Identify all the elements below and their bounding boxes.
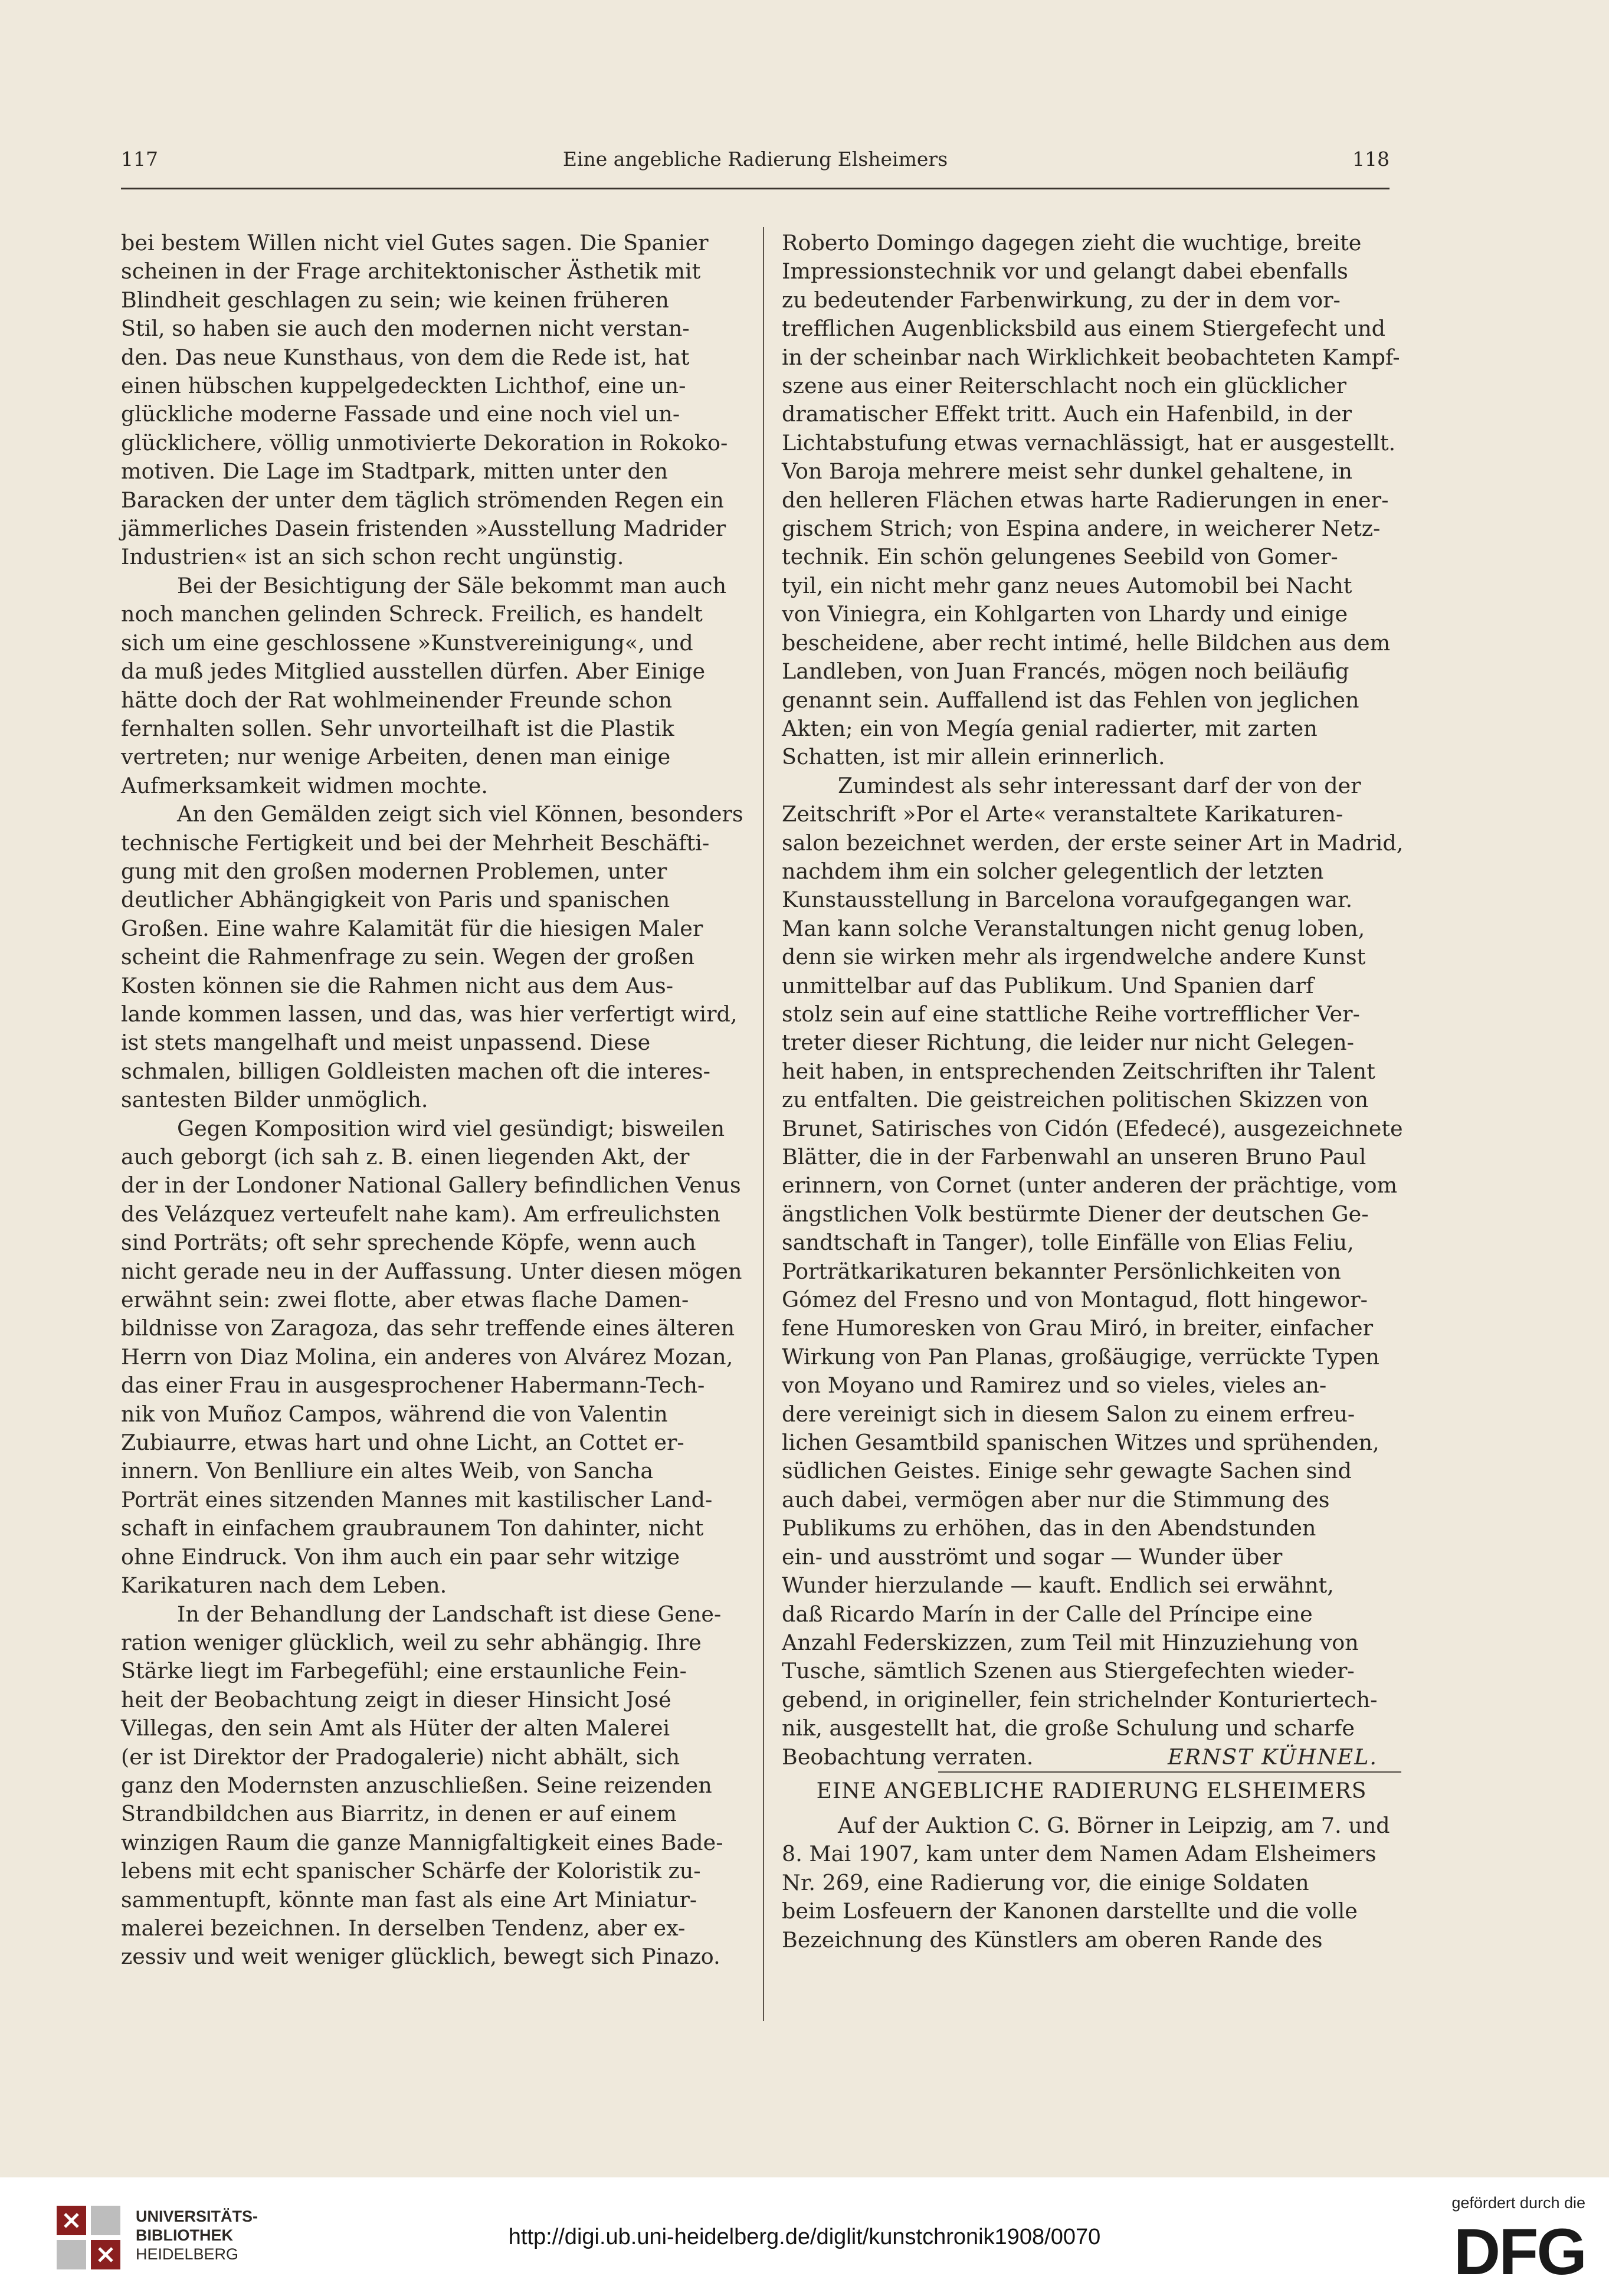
text-line xyxy=(782,1115,1401,1143)
text-line-content: genannt sein. Auffallend ist das Fehlen von jeglichen xyxy=(782,687,1359,713)
text-line-content: Bezeichnung des Künstlers am oberen Rande des xyxy=(782,1927,1323,1953)
text-line xyxy=(121,772,749,800)
text-line-content: Kosten können sie die Rahmen nicht aus dem Aus- xyxy=(121,972,674,998)
text-line xyxy=(121,915,749,943)
text-line xyxy=(121,543,749,571)
text-line xyxy=(782,1714,1401,1743)
text-line-content: Wunder hierzulande — kauft. Endlich sei erwähnt, xyxy=(782,1573,1334,1599)
text-line-content: Großen. Eine wahre Kalamität für die hiesigen Maler xyxy=(121,915,703,941)
text-line-content: technische Fertigkeit und bei der Mehrheit Beschäfti- xyxy=(121,830,710,856)
text-line-content: bescheidene, aber recht intimé, helle Bildchen aus dem xyxy=(782,630,1391,656)
text-line-content: Von Baroja mehrere meist sehr dunkel gehaltene, in xyxy=(782,458,1353,484)
text-line-content: Gegen Komposition wird viel gesündigt; bisweilen xyxy=(177,1115,725,1141)
text-line xyxy=(782,1812,1401,1840)
text-line-content: von Moyano und Ramirez und so vieles, vieles an- xyxy=(782,1373,1327,1398)
text-line xyxy=(121,715,749,743)
text-line xyxy=(121,486,749,515)
text-line-content: da muß jedes Mitglied ausstellen dürfen. Aber Einige xyxy=(121,659,706,684)
text-line xyxy=(121,1371,749,1400)
text-line-content: erinnern, von Cornet (unter anderen der prächtige, vom xyxy=(782,1172,1398,1198)
text-line xyxy=(782,1514,1401,1542)
text-line-content: santesten Bilder unmöglich. xyxy=(121,1087,428,1113)
text-line-content: Industrien« ist an sich schon recht ungünstig. xyxy=(121,544,624,570)
text-line xyxy=(121,372,749,400)
text-line xyxy=(121,343,749,372)
text-line-content: Auf der Auktion C. G. Börner in Leipzig, am 7. und xyxy=(838,1813,1390,1838)
text-line xyxy=(121,629,749,657)
text-line-content: Porträtkarikaturen bekannter Persönlichkeiten von xyxy=(782,1258,1341,1284)
text-line xyxy=(782,515,1401,543)
text-line-content: ängstlichen Volk bestürmte Diener der deutschen Ge- xyxy=(782,1201,1369,1227)
text-line-content: nachdem ihm ein solcher gelegentlich der letzten xyxy=(782,858,1324,884)
text-line xyxy=(121,429,749,457)
text-line xyxy=(121,572,749,600)
page-header xyxy=(121,148,1390,183)
text-line xyxy=(782,1869,1401,1897)
text-line xyxy=(782,1657,1401,1685)
text-line-content: Nr. 269, eine Radierung vor, die einige Soldaten xyxy=(782,1869,1309,1895)
text-line xyxy=(121,1743,749,1771)
text-line xyxy=(121,1543,749,1571)
text-line-content: tyil, ein nicht mehr ganz neues Automobil bei Nacht xyxy=(782,572,1352,598)
text-line xyxy=(782,1571,1401,1600)
text-line xyxy=(121,1800,749,1828)
text-line xyxy=(121,1829,749,1857)
text-line-content: Villegas, den sein Amt als Hüter der alten Malerei xyxy=(121,1715,670,1741)
library-name-line: BIBLIOTHEK xyxy=(136,2226,233,2244)
text-line xyxy=(121,800,749,828)
text-line-content: treter dieser Richtung, die leider nur nicht Gelegen- xyxy=(782,1030,1354,1056)
text-line-content: daß Ricardo Marín in der Calle del Príncipe eine xyxy=(782,1601,1313,1627)
text-line xyxy=(782,886,1401,914)
text-line xyxy=(782,1143,1401,1171)
text-line xyxy=(121,400,749,428)
text-line-content: heit der Beobachtung zeigt in dieser Hinsicht José xyxy=(121,1686,671,1712)
dfg-logo: DFG xyxy=(1453,2216,1585,2288)
text-line xyxy=(782,400,1401,428)
text-line xyxy=(782,943,1401,971)
text-line xyxy=(121,1200,749,1229)
text-line xyxy=(121,857,749,886)
text-line xyxy=(121,1600,749,1629)
text-line xyxy=(782,800,1401,828)
text-line-content: beim Losfeuern der Kanonen darstellte und die volle xyxy=(782,1898,1358,1924)
text-line-content: gung mit den großen modernen Problemen, unter xyxy=(121,858,667,884)
left-column xyxy=(121,229,749,1971)
text-line xyxy=(782,829,1404,857)
text-line-content: Publikums zu erhöhen, das in den Abendstunden xyxy=(782,1515,1316,1541)
text-line xyxy=(782,1343,1401,1371)
text-line xyxy=(782,972,1401,1000)
text-line xyxy=(121,1457,749,1485)
text-line-content: dramatischer Effekt tritt. Auch ein Hafenbild, in der xyxy=(782,401,1352,427)
footer xyxy=(0,2177,1609,2296)
text-line xyxy=(782,1029,1401,1057)
text-line-content: Karikaturen nach dem Leben. xyxy=(121,1573,447,1599)
text-line-content: sich um eine geschlossene »Kunstvereinigung«, und xyxy=(121,630,693,656)
text-line-content: der in der Londoner National Gallery befindlichen Venus xyxy=(121,1172,741,1198)
text-line xyxy=(782,857,1401,886)
text-line-content: Zubiaurre, etwas hart und ohne Licht, an Cottet er- xyxy=(121,1430,684,1456)
text-line-content: Man kann solche Veranstaltungen nicht genug loben, xyxy=(782,915,1365,941)
text-line-content: den helleren Flächen etwas harte Radierungen in ener- xyxy=(782,487,1389,513)
section-heading: EINE ANGEBLICHE RADIERUNG ELSHEIMERS xyxy=(816,1779,1367,1803)
text-line-content: Akten; ein von Megía genial radierter, mit zarten xyxy=(782,715,1318,741)
text-line-content: Wirkung von Pan Planas, großäugige, verrückte Typen xyxy=(782,1344,1379,1370)
text-line-content: deutlicher Abhängigkeit von Paris und spanischen xyxy=(121,887,670,913)
text-line-content: unmittelbar auf das Publikum. Und Spanien darf xyxy=(782,972,1314,998)
author-signature: ERNST KÜHNEL. xyxy=(1168,1744,1378,1770)
text-line-content: nik von Muñoz Campos, während die von Valentin xyxy=(121,1401,668,1427)
text-line-content: ohne Eindruck. Von ihm auch ein paar sehr witzige xyxy=(121,1544,680,1570)
text-line xyxy=(782,372,1401,400)
text-line xyxy=(121,829,749,857)
text-line-content: Zeitschrift »Por el Arte« veranstaltete Karikaturen- xyxy=(782,801,1343,827)
text-line-content: glücklichere, völlig unmotivierte Dekoration in Rokoko- xyxy=(121,430,728,456)
text-line-content: ganz den Modernsten anzuschließen. Seine reizenden xyxy=(121,1772,712,1798)
text-line xyxy=(782,315,1401,343)
text-line xyxy=(782,1743,1401,1771)
text-line-content: einen hübschen kuppelgedeckten Lichthof, eine un- xyxy=(121,373,686,399)
text-line xyxy=(121,743,749,771)
text-line xyxy=(782,743,1401,771)
text-line-content: glückliche moderne Fassade und eine noch viel un- xyxy=(121,401,680,427)
text-line-content: schaft in einfachem graubraunem Ton dahinter, nicht xyxy=(121,1515,704,1541)
text-line-content: ration weniger glücklich, weil zu sehr abhängig. Ihre xyxy=(121,1629,702,1655)
text-line xyxy=(121,1686,749,1714)
text-line-content: innern. Von Benlliure ein altes Weib, von Sancha xyxy=(121,1458,654,1484)
text-line-content: (er ist Direktor der Pradogalerie) nicht abhält, sich xyxy=(121,1744,680,1770)
page-number-right: 118 xyxy=(1352,148,1390,171)
text-line-content: Aufmerksamkeit widmen mochte. xyxy=(121,772,488,798)
text-line-content: Baracken der unter dem täglich strömenden Regen ein xyxy=(121,487,724,513)
text-line-content: zu entfalten. Die geistreichen politischen Skizzen von xyxy=(782,1087,1369,1113)
text-line-content: Herrn von Diaz Molina, ein anderes von Alvárez Mozan, xyxy=(121,1344,733,1370)
text-line xyxy=(782,1897,1401,1925)
text-line xyxy=(121,257,749,286)
text-line xyxy=(782,1200,1401,1229)
text-line-content: fene Humoresken von Grau Miró, in breiter, einfacher xyxy=(782,1315,1374,1341)
text-line-content: trefflichen Augenblicksbild aus einem Stiergefecht und xyxy=(782,316,1385,342)
text-line-content: Lichtabstufung etwas vernachlässigt, hat er ausgestellt. xyxy=(782,430,1396,456)
text-line-content: des Velázquez verteufelt nahe kam). Am erfreulichsten xyxy=(121,1201,720,1227)
text-line xyxy=(121,686,749,715)
text-line xyxy=(121,1886,749,1914)
text-line-content: Brunet, Satirisches von Cidón (Efedecé), ausgezeichnete xyxy=(782,1115,1403,1141)
text-line xyxy=(782,1314,1401,1342)
text-line xyxy=(782,1840,1401,1868)
text-line xyxy=(121,1571,749,1600)
text-line-content: Landleben, von Juan Francés, mögen noch beiläufig xyxy=(782,659,1349,684)
text-line xyxy=(782,1286,1401,1314)
text-line-content: auch dabei, vermögen aber nur die Stimmung des xyxy=(782,1486,1330,1512)
text-line xyxy=(121,657,749,686)
text-line-content: schmalen, billigen Goldleisten machen oft die interes- xyxy=(121,1058,710,1084)
text-line xyxy=(121,1714,749,1743)
text-line-content: In der Behandlung der Landschaft ist diese Gene- xyxy=(177,1601,722,1627)
text-line-content: Porträt eines sitzenden Mannes mit kastilischer Land- xyxy=(121,1486,713,1512)
right-column xyxy=(782,229,1404,1771)
text-line-content: südlichen Geistes. Einige sehr gewagte Sachen sind xyxy=(782,1458,1352,1484)
text-line xyxy=(782,686,1401,715)
text-line-content: stolz sein auf eine stattliche Reihe vortrefflicher Ver- xyxy=(782,1001,1360,1027)
text-line-content: Zumindest als sehr interessant darf der von der xyxy=(838,772,1361,798)
text-line xyxy=(121,1343,749,1371)
text-line-content: Gómez del Fresno und von Montagud, flott hingewor- xyxy=(782,1287,1368,1313)
text-line xyxy=(121,1314,749,1342)
text-line-content: sandtschaft in Tanger), tolle Einfälle von Elias Feliu, xyxy=(782,1230,1354,1256)
text-line-content: Stil, so haben sie auch den modernen nicht verstan- xyxy=(121,316,690,342)
text-line xyxy=(121,1657,749,1685)
text-line xyxy=(121,1943,749,1971)
source-url[interactable]: http://digi.ub.uni-heidelberg.de/diglit/kunstchronik1908/0070 xyxy=(508,2225,1101,2249)
text-line xyxy=(782,715,1401,743)
text-line-content: Stärke liegt im Farbegefühl; eine erstaunliche Fein- xyxy=(121,1658,687,1684)
text-line-content: Anzahl Federskizzen, zum Teil mit Hinzuziehung von xyxy=(782,1629,1359,1655)
text-line xyxy=(121,1914,749,1943)
text-line xyxy=(121,515,749,543)
text-line xyxy=(782,915,1401,943)
text-line-content: das einer Frau in ausgesprochener Habermann-Tech- xyxy=(121,1373,705,1398)
text-line xyxy=(121,1115,749,1143)
text-line-content: scheinen in der Frage architektonischer Ästhetik mit xyxy=(121,258,701,284)
text-line-content: winzigen Raum die ganze Mannigfaltigkeit eines Bade- xyxy=(121,1829,723,1855)
text-line xyxy=(121,1629,749,1657)
text-line-content: heit haben, in entsprechenden Zeitschriften ihr Talent xyxy=(782,1058,1375,1084)
text-line xyxy=(782,1457,1401,1485)
text-line xyxy=(121,943,749,971)
text-line xyxy=(121,972,749,1000)
text-line-content: motiven. Die Lage im Stadtpark, mitten unter den xyxy=(121,458,668,484)
text-line-content: vertreten; nur wenige Arbeiten, denen man einige xyxy=(121,744,671,770)
text-line xyxy=(782,286,1401,315)
section-body xyxy=(782,1812,1401,1954)
text-line xyxy=(121,457,749,486)
text-line xyxy=(782,1926,1401,1954)
text-line-content: hätte doch der Rat wohlmeinender Freunde schon xyxy=(121,687,673,713)
text-line-content: denn sie wirken mehr als irgendwelche andere Kunst xyxy=(782,944,1366,970)
text-line xyxy=(782,1057,1401,1086)
text-line-content: dere vereinigt sich in diesem Salon zu einem erfreu- xyxy=(782,1401,1355,1427)
text-line xyxy=(782,1600,1401,1629)
text-line-content: sammentupft, könnte man fast als eine Art Miniatur- xyxy=(121,1886,697,1912)
text-line-content: bei bestem Willen nicht viel Gutes sagen. Die Spanier xyxy=(121,230,709,256)
text-line-content: lande kommen lassen, und das, was hier verfertigt wird, xyxy=(121,1001,738,1027)
text-line xyxy=(121,600,749,628)
text-line xyxy=(121,1514,749,1542)
text-line-content: Tusche, sämtlich Szenen aus Stiergefechten wieder- xyxy=(782,1658,1355,1684)
text-line xyxy=(782,257,1401,286)
text-line xyxy=(121,1400,749,1429)
text-line xyxy=(121,1429,749,1457)
text-line xyxy=(782,1371,1401,1400)
header-rule xyxy=(121,188,1390,189)
text-line-content: nicht gerade neu in der Auffassung. Unter diesen mögen xyxy=(121,1258,742,1284)
text-line xyxy=(782,1486,1401,1514)
section-rule xyxy=(938,1771,1401,1773)
text-line-content: Roberto Domingo dagegen zieht die wuchtige, breite xyxy=(782,230,1362,256)
text-line xyxy=(782,772,1401,800)
text-line-content: ist stets mangelhaft und meist unpassend. Diese xyxy=(121,1030,651,1056)
text-line xyxy=(782,543,1401,571)
text-line-content: technik. Ein schön gelungenes Seebild von Gomer- xyxy=(782,544,1338,570)
text-line-content: malerei bezeichnen. In derselben Tendenz, aber ex- xyxy=(121,1915,686,1941)
library-name-line: UNIVERSITÄTS- xyxy=(136,2207,258,2225)
text-line xyxy=(782,229,1401,257)
text-line xyxy=(782,1429,1401,1457)
text-line-content: bildnisse von Zaragoza, das sehr treffende eines älteren xyxy=(121,1315,735,1341)
text-line-content: jämmerliches Dasein fristenden »Ausstellung Madrider xyxy=(121,516,726,542)
text-line-content: scheint die Rahmenfrage zu sein. Wegen der großen xyxy=(121,944,695,970)
text-line xyxy=(121,1257,749,1286)
text-line-content: lichen Gesamtbild spanischen Witzes und sprühenden, xyxy=(782,1430,1379,1456)
text-line-content: Blätter, die in der Farbenwahl an unseren Bruno Paul xyxy=(782,1144,1366,1170)
text-line xyxy=(782,600,1401,628)
text-line-content: Beobachtung verraten. xyxy=(782,1744,1034,1770)
text-line xyxy=(121,1229,749,1257)
text-line xyxy=(121,1086,749,1114)
text-line xyxy=(782,629,1401,657)
text-line xyxy=(782,457,1401,486)
text-line-content: ein- und ausströmt und sogar — Wunder über xyxy=(782,1544,1283,1570)
text-line xyxy=(782,1543,1401,1571)
library-name-line: HEIDELBERG xyxy=(136,2245,239,2263)
text-line xyxy=(782,486,1401,515)
text-line xyxy=(121,315,749,343)
text-line xyxy=(782,572,1401,600)
page-number-left: 117 xyxy=(121,148,158,171)
text-line xyxy=(121,1286,749,1314)
text-line xyxy=(782,1629,1401,1657)
text-line xyxy=(121,286,749,315)
text-line-content: von Viniegra, ein Kohlgarten von Lhardy und einige xyxy=(782,601,1348,627)
text-line-content: gebend, in origineller, fein strichelnder Konturiertech- xyxy=(782,1686,1378,1712)
text-line xyxy=(121,1143,749,1171)
text-line-content: in der scheinbar nach Wirklichkeit beobachteten Kampf- xyxy=(782,344,1400,370)
text-line-content: noch manchen gelinden Schreck. Freilich, es handelt xyxy=(121,601,703,627)
text-line xyxy=(782,1686,1401,1714)
text-line xyxy=(782,1086,1401,1114)
text-line xyxy=(782,1171,1401,1200)
text-line-content: Kunstausstellung in Barcelona voraufgegangen war. xyxy=(782,887,1353,913)
text-line xyxy=(782,429,1401,457)
text-line-content: auch geborgt (ich sah z. B. einen liegenden Akt, der xyxy=(121,1144,690,1170)
text-line-content: Impressionstechnik vor und gelangt dabei ebenfalls xyxy=(782,258,1348,284)
text-line-content: Strandbildchen aus Biarritz, in denen er auf einem xyxy=(121,1801,677,1827)
text-line-content: 8. Mai 1907, kam unter dem Namen Adam Elsheimers xyxy=(782,1841,1377,1867)
text-line xyxy=(782,1257,1401,1286)
text-line-content: nik, ausgestellt hat, die große Schulung und scharfe xyxy=(782,1715,1355,1741)
text-line-content: sind Porträts; oft sehr sprechende Köpfe, wenn auch xyxy=(121,1230,696,1256)
text-line xyxy=(121,1857,749,1885)
text-line-content: Blindheit geschlagen zu sein; wie keinen früheren xyxy=(121,287,669,313)
text-line xyxy=(121,1171,749,1200)
text-line-content: szene aus einer Reiterschlacht noch ein glücklicher xyxy=(782,373,1346,399)
text-line xyxy=(782,1000,1401,1029)
text-line xyxy=(121,1057,749,1086)
text-line-content: Bei der Besichtigung der Säle bekommt man auch xyxy=(177,572,727,598)
text-line xyxy=(121,1486,749,1514)
text-line-content: den. Das neue Kunsthaus, von dem die Rede ist, hat xyxy=(121,344,690,370)
text-line-content: zessiv und weit weniger glücklich, bewegt sich Pinazo. xyxy=(121,1944,720,1970)
text-line-content: zu bedeutender Farbenwirkung, zu der in dem vor- xyxy=(782,287,1341,313)
text-line xyxy=(782,657,1401,686)
text-line xyxy=(121,1771,749,1800)
text-line xyxy=(121,1029,749,1057)
running-title: Eine angebliche Radierung Elsheimers xyxy=(562,148,948,171)
text-line-content: salon bezeichnet werden, der erste seiner Art in Madrid, xyxy=(782,830,1404,856)
text-line-content: fernhalten sollen. Sehr unvorteilhaft ist die Plastik xyxy=(121,715,674,741)
text-line xyxy=(121,886,749,914)
text-line xyxy=(121,229,749,257)
text-line xyxy=(782,1229,1401,1257)
text-line xyxy=(121,1000,749,1029)
text-line xyxy=(782,343,1401,372)
text-line-content: lebens mit echt spanischer Schärfe der Koloristik zu- xyxy=(121,1858,701,1884)
column-divider xyxy=(763,227,764,2021)
text-line-content: An den Gemälden zeigt sich viel Können, besonders xyxy=(177,801,743,827)
text-line-content: gischem Strich; von Espina andere, in weicherer Netz- xyxy=(782,516,1381,542)
text-line xyxy=(782,1400,1401,1429)
text-line-content: erwähnt sein: zwei flotte, aber etwas flache Damen- xyxy=(121,1287,689,1313)
funded-by-label: gefördert durch die xyxy=(1451,2194,1585,2212)
text-line-content: Schatten, ist mir allein erinnerlich. xyxy=(782,744,1165,770)
